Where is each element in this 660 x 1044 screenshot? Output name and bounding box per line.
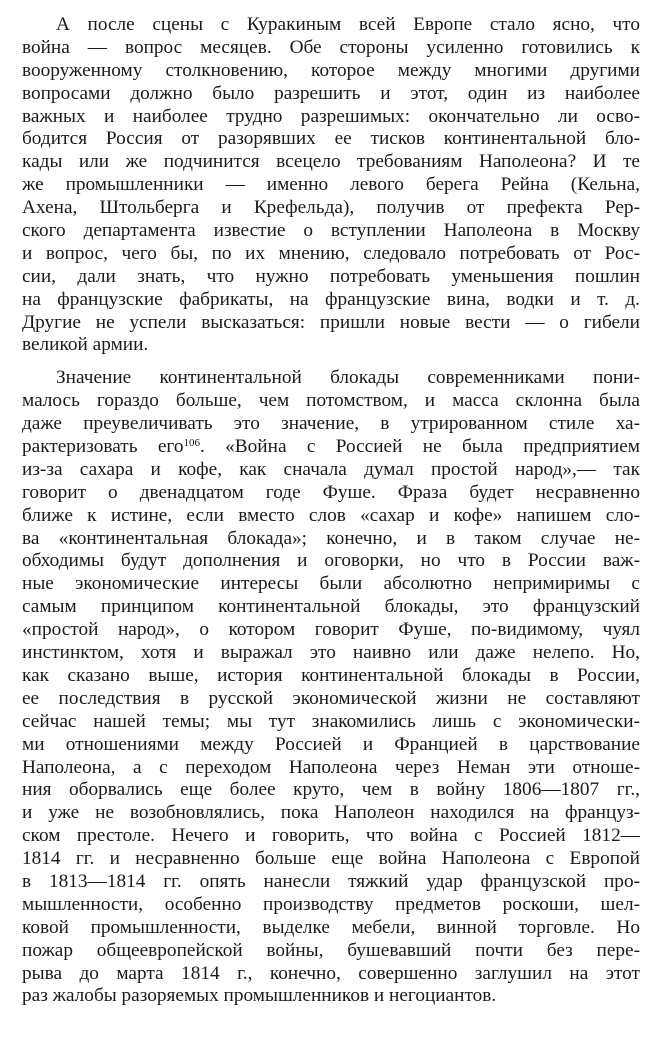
text-line: ского департамента известие о вступлении Наполеона в Москву xyxy=(22,220,640,242)
text-line: вооруженному столкновению, которое между многими другими xyxy=(22,59,640,81)
text-line: важных и наиболее трудно разрешимых: окончательно ли осво- xyxy=(22,105,640,127)
paragraph xyxy=(22,367,640,1008)
text-line: бодится Россия от разорявших ее тисков континентальной бло- xyxy=(22,128,640,150)
footnote-marker[interactable]: 106 xyxy=(183,437,200,450)
text-line: ближе к истине, если вместо слов «сахар и кофе» напишем сло- xyxy=(22,504,640,526)
text-line: ва «континентальная блокада»; конечно, и в таком случае не- xyxy=(22,527,640,549)
text-segment: рактеризовать его xyxy=(22,436,184,458)
text-line: ми отношениями между Россией и Францией в царствование xyxy=(22,733,640,755)
text-line: Наполеона, а с переходом Наполеона через Неман эти отноше- xyxy=(22,756,640,778)
text-line: самым принципом континентальной блокады, это французский xyxy=(22,596,640,618)
text-segment: . «Война с Россией не была предприятием xyxy=(200,436,640,458)
text-line: ные экономические интересы были абсолютно непримиримы с xyxy=(22,573,640,595)
text-line: рыва до марта 1814 г., конечно, совершенно заглушил на этот xyxy=(22,962,640,984)
text-line xyxy=(22,436,640,459)
text-line: как сказано выше, история континентальной блокады в России, xyxy=(22,664,640,686)
text-line: обходимы будут дополнения и оговорки, но что в России важ- xyxy=(22,550,640,572)
text-line: малось гораздо больше, чем потомством, и масса склонна была xyxy=(22,390,640,412)
text-line: ния оборвались еще более круто, чем в войну 1806—1807 гг., xyxy=(22,779,640,801)
text-line: А после сцены с Куракиным всей Европе стало ясно, что xyxy=(56,14,640,35)
text-line: мышленности, особенно производству предметов роскоши, шел- xyxy=(22,893,640,915)
text-line: Другие не успели высказаться: пришли новые вести — о гибели xyxy=(22,311,640,333)
text-line: инстинктом, хотя и выражал это наивно или даже нелепо. Но, xyxy=(22,642,640,664)
text-line: даже преувеличивать это значение, в утрированном стиле ха- xyxy=(22,413,640,435)
document-page xyxy=(22,14,640,1008)
text-line: война — вопрос месяцев. Обе стороны усиленно готовились к xyxy=(22,36,640,58)
text-line: великой армии. xyxy=(22,334,149,356)
text-line: и вопрос, чего бы, по их мнению, следовало потребовать от Рос- xyxy=(22,242,640,264)
text-line: раз жалобы разоряемых промышленников и негоциантов. xyxy=(22,985,497,1007)
text-line: сейчас нашей темы; мы тут знакомились лишь с экономически- xyxy=(22,710,640,732)
text-line: на французские фабрикаты, на французские вина, водки и т. д. xyxy=(22,288,640,310)
text-line: и уже не возобновлялись, пока Наполеон находился на француз- xyxy=(22,802,640,824)
text-line: говорит о двенадцатом годе Фуше. Фраза будет несравненно xyxy=(22,481,640,503)
paragraph xyxy=(22,14,640,357)
text-line: из-за сахара и кофе, как сначала думал простой народ»,— так xyxy=(22,458,640,480)
text-line: Ахена, Штольберга и Крефельда), получив от префекта Рер- xyxy=(22,197,640,219)
text-line: кады или же подчинится всецело требованиям Наполеона? И те xyxy=(22,151,640,173)
text-line: ском престоле. Нечего и говорить, что война с Россией 1812— xyxy=(22,825,640,847)
text-line: ее последствия в русской экономической жизни не составляют xyxy=(22,687,640,709)
text-line: сии, дали знать, что нужно потребовать уменьшения пошлин xyxy=(22,265,640,287)
text-line: ковой промышленности, выделке мебели, винной торговле. Но xyxy=(22,916,640,938)
text-line: «простой народ», о котором говорит Фуше, по-видимому, чуял xyxy=(22,619,640,641)
text-line: вопросами должно было разрешить и этот, один из наиболее xyxy=(22,82,640,104)
text-line: в 1813—1814 гг. опять нанесли тяжкий удар французской про- xyxy=(22,870,640,892)
text-line: же промышленники — именно левого берега Рейна (Кельна, xyxy=(22,174,640,196)
text-line: пожар общеевропейской войны, бушевавший почти без пере- xyxy=(22,939,640,961)
text-line: 1814 гг. и несравненно больше еще война Наполеона с Европой xyxy=(22,848,640,870)
text-line: Значение континентальной блокады современниками пони- xyxy=(56,367,640,389)
